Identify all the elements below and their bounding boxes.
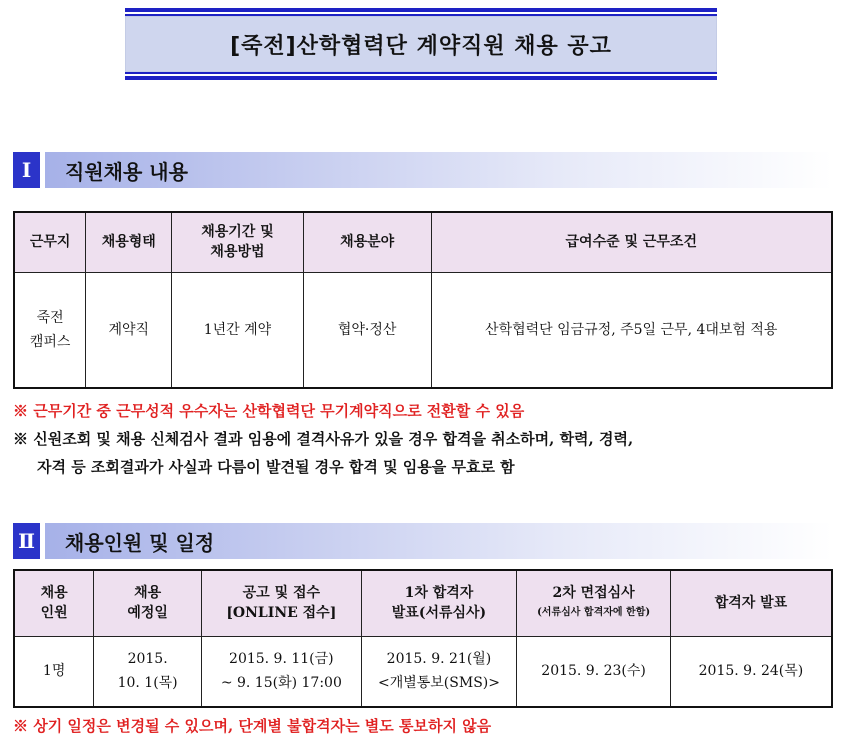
section-2-header: [13, 523, 833, 559]
header-location: 근무지: [14, 212, 86, 272]
note-verification-cont: 자격 등 조회결과가 사실과 다름이 발견될 경우 합격 및 임용을 무효로 함: [37, 458, 515, 476]
cell-final-result: 2015. 9. 24(목): [670, 636, 832, 707]
cell-conditions: 산학협력단 임금규정, 주5일 근무, 4대보험 적용: [431, 272, 832, 388]
cell-type: 계약직: [86, 272, 172, 388]
header-notice: 공고 및 접수 [ONLINE 접수]: [202, 570, 362, 636]
note-verification: ※ 신원조회 및 채용 신체검사 결과 임용에 결격사유가 있을 경우 합격을 취소하며, 학력, 경력,: [13, 430, 634, 448]
cell-interview: 2015. 9. 23(수): [517, 636, 671, 707]
table-header-row: [14, 570, 832, 636]
cell-field: 협약·정산: [303, 272, 431, 388]
header-period: 채용기간 및 채용방법: [172, 212, 304, 272]
header-first-result: 1차 합격자 발표(서류심사): [361, 570, 517, 636]
header-conditions: 급여수준 및 근무조건: [431, 212, 832, 272]
cell-count: 1명: [14, 636, 94, 707]
cell-period: 1년간 계약: [172, 272, 304, 388]
note-schedule-change: ※ 상기 일정은 변경될 수 있으며, 단계별 불합격자는 별도 통보하지 않음: [13, 717, 492, 735]
note-conversion: ※ 근무기간 중 근무성적 우수자는 산학협력단 무기계약직으로 전환할 수 있음: [13, 402, 525, 420]
cell-first-result: 2015. 9. 21(월) <개별통보(SMS)>: [361, 636, 517, 707]
section-1-number: Ⅰ: [13, 152, 40, 188]
cell-start-date: 2015. 10. 1(목): [94, 636, 202, 707]
header-type: 채용형태: [86, 212, 172, 272]
job-details-table: [13, 211, 833, 389]
header-interview: 2차 면접심사 (서류심사 합격자에 한함): [517, 570, 671, 636]
header-field: 채용분야: [303, 212, 431, 272]
table-header-row: [14, 212, 832, 272]
header-count: 채용 인원: [14, 570, 94, 636]
title-banner: [125, 8, 717, 80]
section-2-number: Ⅱ: [13, 523, 40, 559]
schedule-table: [13, 569, 833, 708]
section-1-header: [13, 152, 833, 188]
table-row: [14, 272, 832, 388]
cell-location: 죽전 캠퍼스: [14, 272, 86, 388]
header-start-date: 채용 예정일: [94, 570, 202, 636]
page-title: [죽전]산학협력단 계약직원 채용 공고: [125, 16, 717, 72]
header-final-result: 합격자 발표: [670, 570, 832, 636]
cell-notice: 2015. 9. 11(금) ~ 9. 15(화) 17:00: [202, 636, 362, 707]
table-row: [14, 636, 832, 707]
section-1-title: 직원채용 내용: [45, 152, 833, 188]
section-2-title: 채용인원 및 일정: [45, 523, 833, 559]
